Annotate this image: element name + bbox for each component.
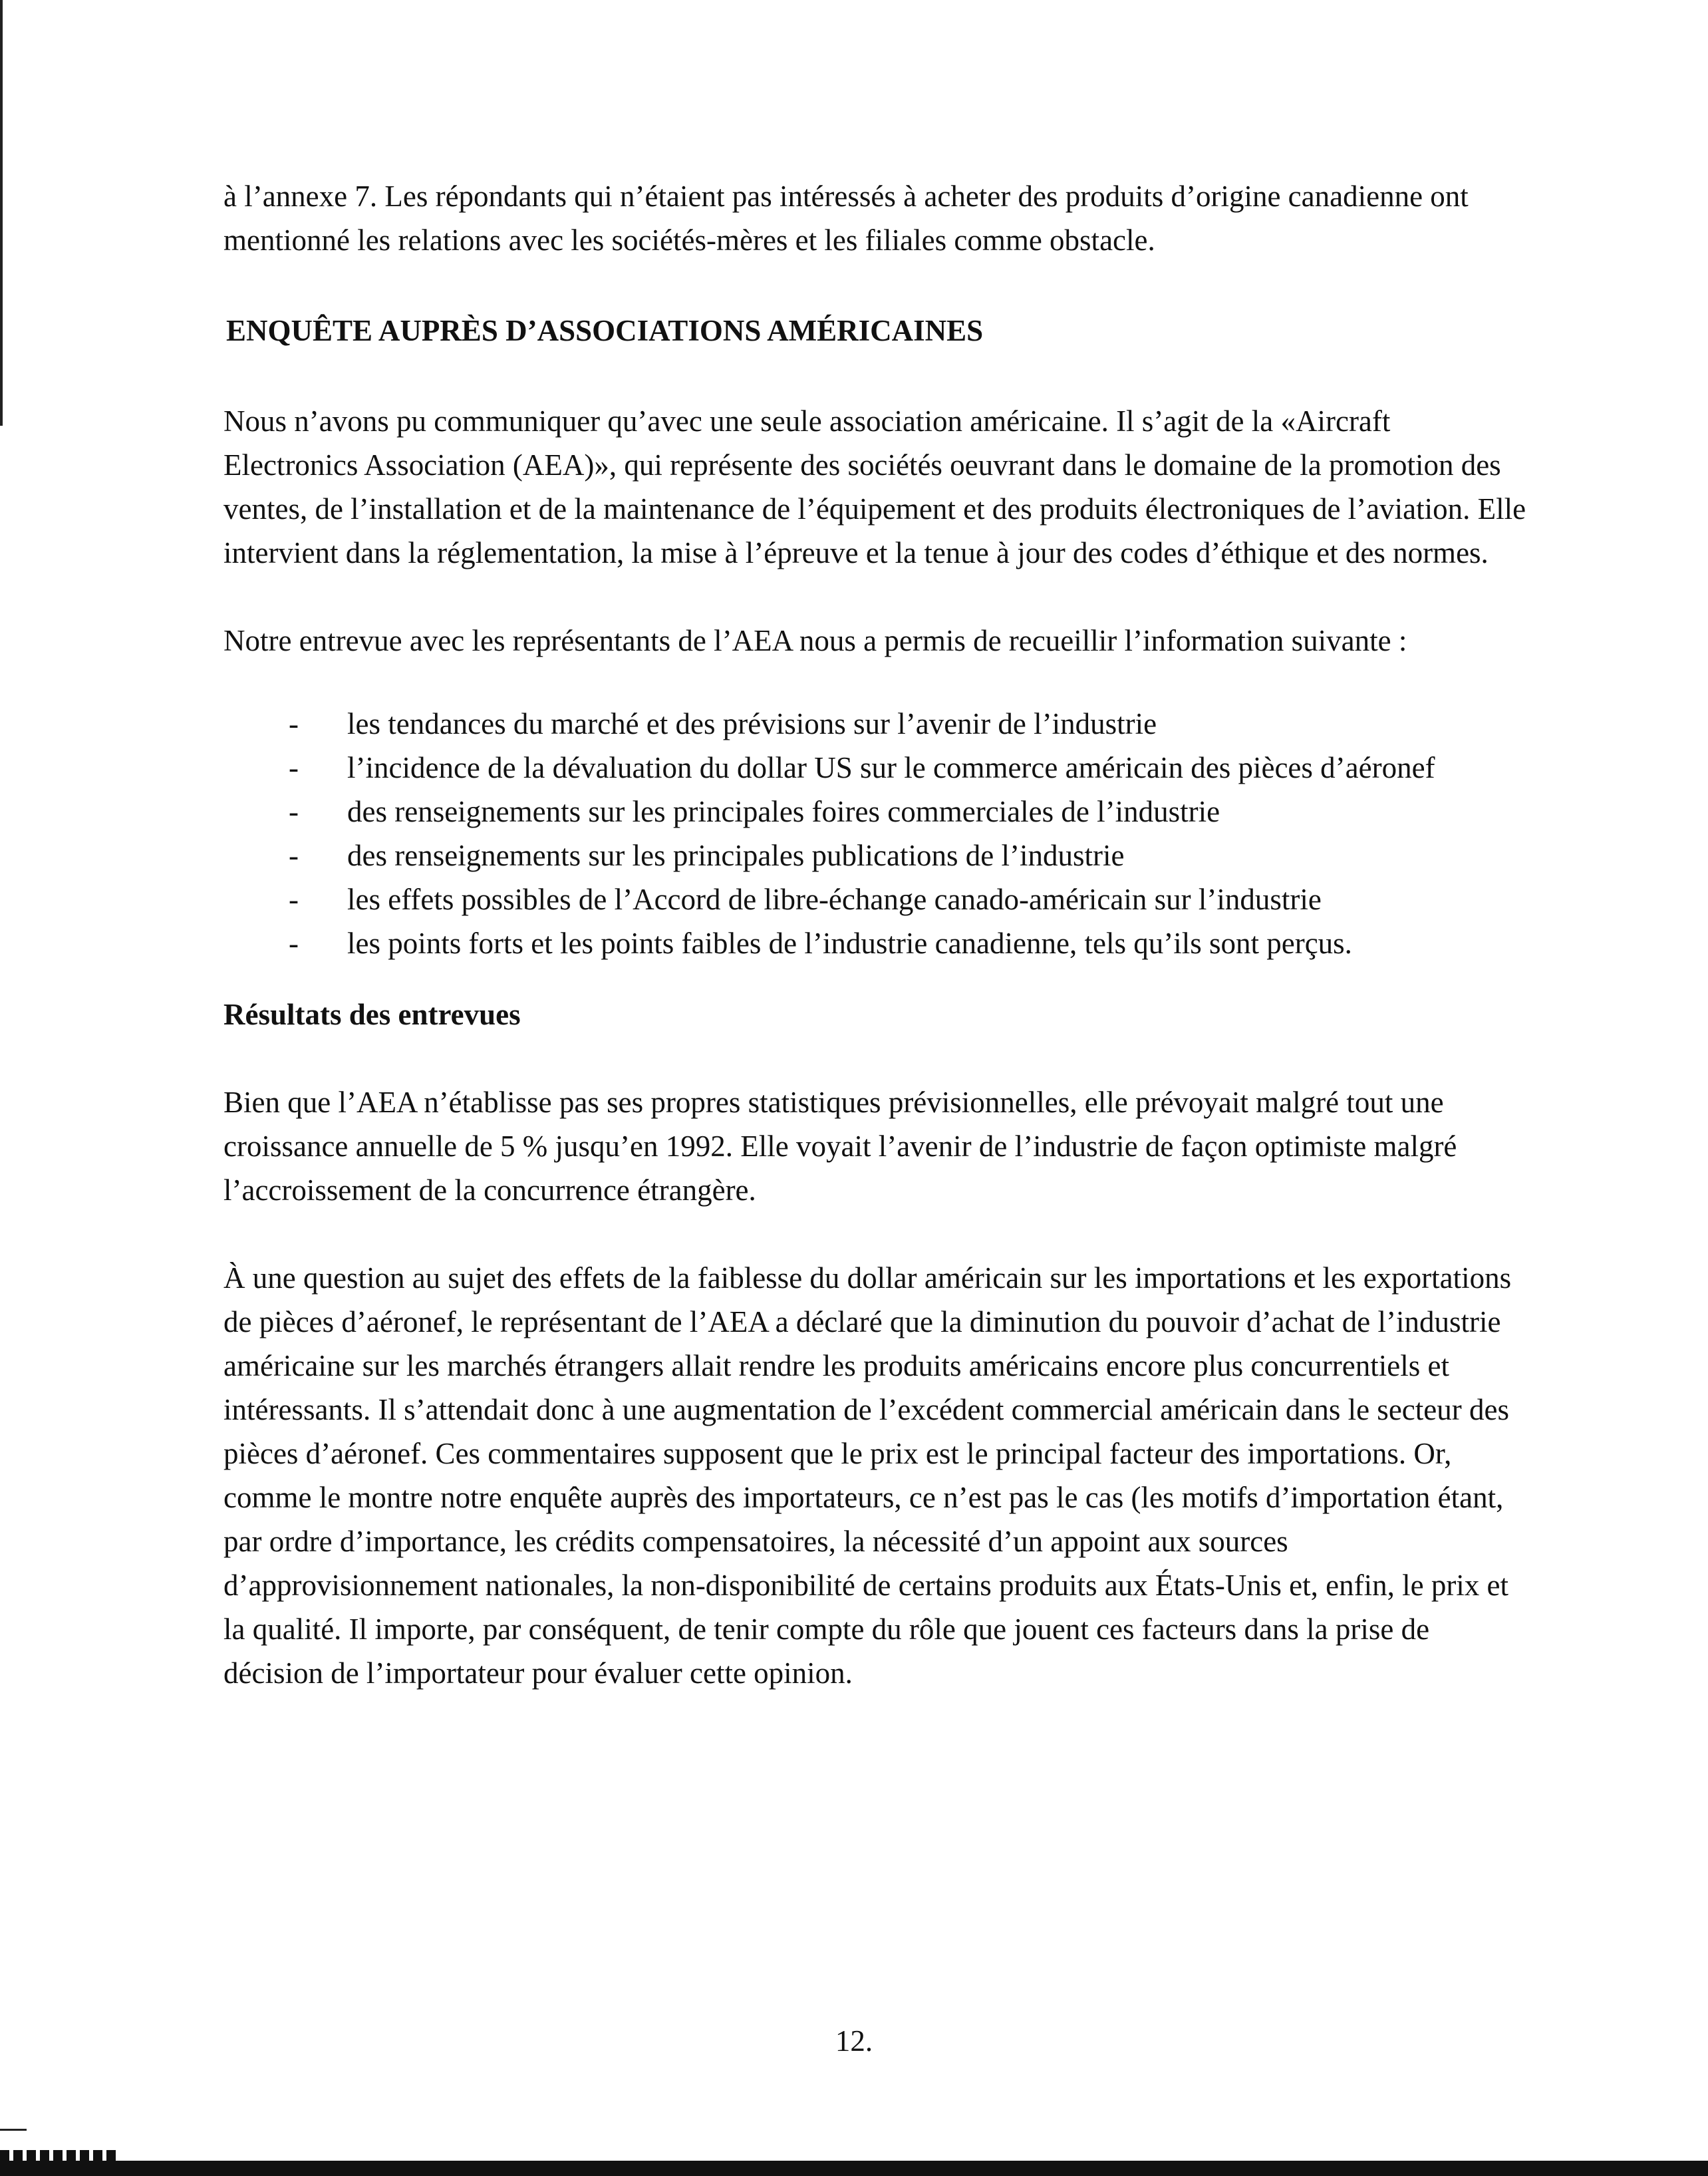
paragraph-intro: à l’annexe 7. Les répondants qui n’étaient pas intéressés à acheter des produits d’origine canadienne ont mentionné les relations avec les sociétés-mères et les filiales comme obstacle. [223, 180, 1469, 257]
list-item-text: les points forts et les points faibles de l’industrie canadienne, tels qu’ils sont perçus. [347, 927, 1352, 960]
bullet-dash: - [289, 927, 299, 960]
list-item-text: des renseignements sur les principales foires commerciales de l’industrie [347, 795, 1220, 828]
bullet-dash: - [289, 839, 299, 872]
list-item-text: des renseignements sur les principales publications de l’industrie [347, 839, 1125, 872]
information-list [223, 706, 1527, 961]
list-item-text: l’incidence de la dévaluation du dollar US sur le commerce américain des pièces d’aéronef [347, 751, 1435, 784]
list-item [223, 838, 1527, 873]
list-item [223, 706, 1527, 741]
bullet-dash: - [289, 883, 299, 916]
paragraph-results: Bien que l’AEA n’établisse pas ses propres statistiques prévisionnelles, elle prévoyait malgré tout une croissance annuelle de 5 % jusqu’en 1992. Elle voyait l’avenir de l’industrie de façon optimiste malgré l’accroissement de la concurrence étrangère. [223, 1086, 1457, 1207]
list-item-text: les tendances du marché et des prévisions sur l’avenir de l’industrie [347, 707, 1157, 740]
page-number: 12. [835, 2024, 873, 2058]
section-heading: ENQUÊTE AUPRÈS D’ASSOCIATIONS AMÉRICAINES [226, 314, 984, 347]
document-body [223, 174, 1527, 1695]
scan-artifact-tick [0, 2129, 27, 2131]
bullet-dash: - [289, 707, 299, 740]
list-item-text: les effets possibles de l’Accord de libre-échange canado-américain sur l’industrie [347, 883, 1322, 916]
list-item [223, 794, 1527, 829]
list-item [223, 926, 1527, 961]
paragraph-dollar: À une question au sujet des effets de la faiblesse du dollar américain sur les importations et les exportations de pièces d’aéronef, le représentant de l’AEA a déclaré que la diminution du pouvoir d’achat de l’industrie américaine sur les marchés étrangers allait rendre les produits américains encore plus concurrentiels et intéressants. Il s’attendait donc à une augmentation de l’excédent commercial américain dans le secteur des pièces d’aéronef. Ces commentaires supposent que le prix est le principal facteur des importations. Or, comme le montre notre enquête auprès des importateurs, ce n’est pas le cas (les motifs d’importation étant, par ordre d’importance, les crédits compensatoires, la nécessité d’un appoint aux sources d’approvisionnement nationales, la non-disponibilité de certains produits aux États-Unis et, enfin, le prix et la qualité. Il importe, par conséquent, de tenir compte du rôle que jouent ces facteurs dans la prise de décision de l’importateur pour évaluer cette opinion. [223, 1261, 1512, 1690]
subheading-results: Résultats des entrevues [223, 998, 521, 1031]
list-item [223, 750, 1527, 785]
list-item [223, 882, 1527, 917]
bullet-dash: - [289, 751, 299, 784]
scan-bottom-border [0, 2161, 1708, 2176]
bullet-dash: - [289, 795, 299, 828]
scan-artifact-smudge [0, 2150, 120, 2161]
paragraph-association: Nous n’avons pu communiquer qu’avec une seule association américaine. Il s’agit de la «Aircraft Electronics Association (AEA)», qui représente des sociétés oeuvrant dans le domaine de la promotion des ventes, de l’installation et de la maintenance de l’équipement et des produits électroniques de l’aviation. Elle intervient dans la réglementation, la mise à l’épreuve et la tenue à jour des codes d’éthique et des normes. [223, 404, 1526, 569]
scan-edge-line [0, 0, 3, 426]
paragraph-interview: Notre entrevue avec les représentants de l’AEA nous a permis de recueillir l’information suivante : [223, 624, 1407, 657]
